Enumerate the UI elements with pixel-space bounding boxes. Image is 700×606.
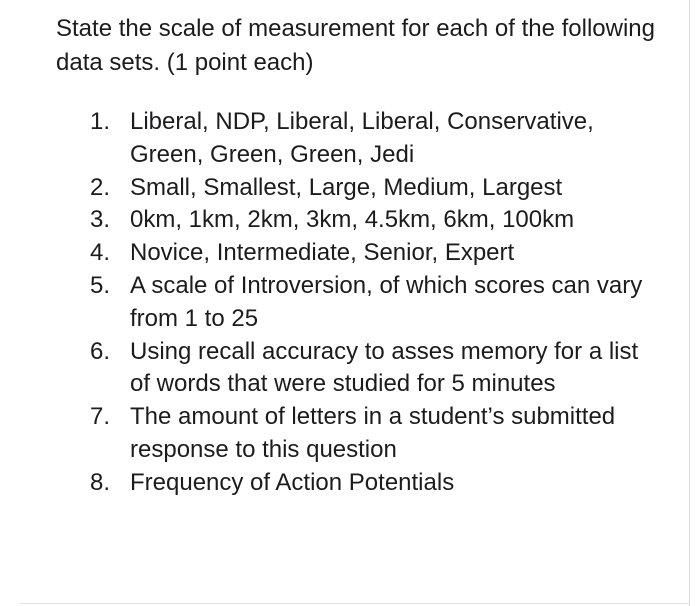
item-text: The amount of letters in a student’s submitted response to this question — [130, 403, 616, 463]
data-set-list — [90, 106, 660, 500]
list-item — [90, 204, 660, 237]
item-text: Liberal, NDP, Liberal, Liberal, Conservative, Green, Green, Green, Jedi — [130, 108, 594, 168]
list-item — [90, 336, 660, 402]
item-number: 6. — [90, 337, 111, 365]
item-text: Using recall accuracy to asses memory for a list of words that were studied for 5 minutes — [130, 337, 639, 398]
card-bottom-border — [20, 603, 690, 604]
item-number: 1. — [90, 108, 111, 135]
question-prompt: State the scale of measurement for each of the following data sets. (1 point each) — [56, 15, 656, 76]
item-number: 7. — [90, 403, 111, 431]
list-item — [90, 172, 660, 205]
item-number: 8. — [90, 468, 111, 496]
item-number: 2. — [90, 173, 111, 201]
card-right-border — [689, 0, 690, 606]
item-text: 0km, 1km, 2km, 3km, 4.5km, 6km, 100km — [130, 206, 575, 234]
list-item — [90, 237, 660, 270]
item-text: Novice, Intermediate, Senior, Expert — [130, 239, 515, 267]
item-text: Frequency of Action Potentials — [130, 468, 455, 496]
item-text: A scale of Introversion, of which scores can vary from 1 to 25 — [130, 271, 643, 332]
item-text: Small, Smallest, Large, Medium, Largest — [130, 173, 563, 201]
list-item — [90, 270, 660, 336]
list-item — [90, 401, 660, 467]
item-number: 3. — [90, 206, 111, 234]
item-number: 5. — [90, 271, 111, 299]
item-number: 4. — [90, 239, 111, 267]
list-item — [90, 467, 660, 500]
list-item — [90, 106, 660, 172]
